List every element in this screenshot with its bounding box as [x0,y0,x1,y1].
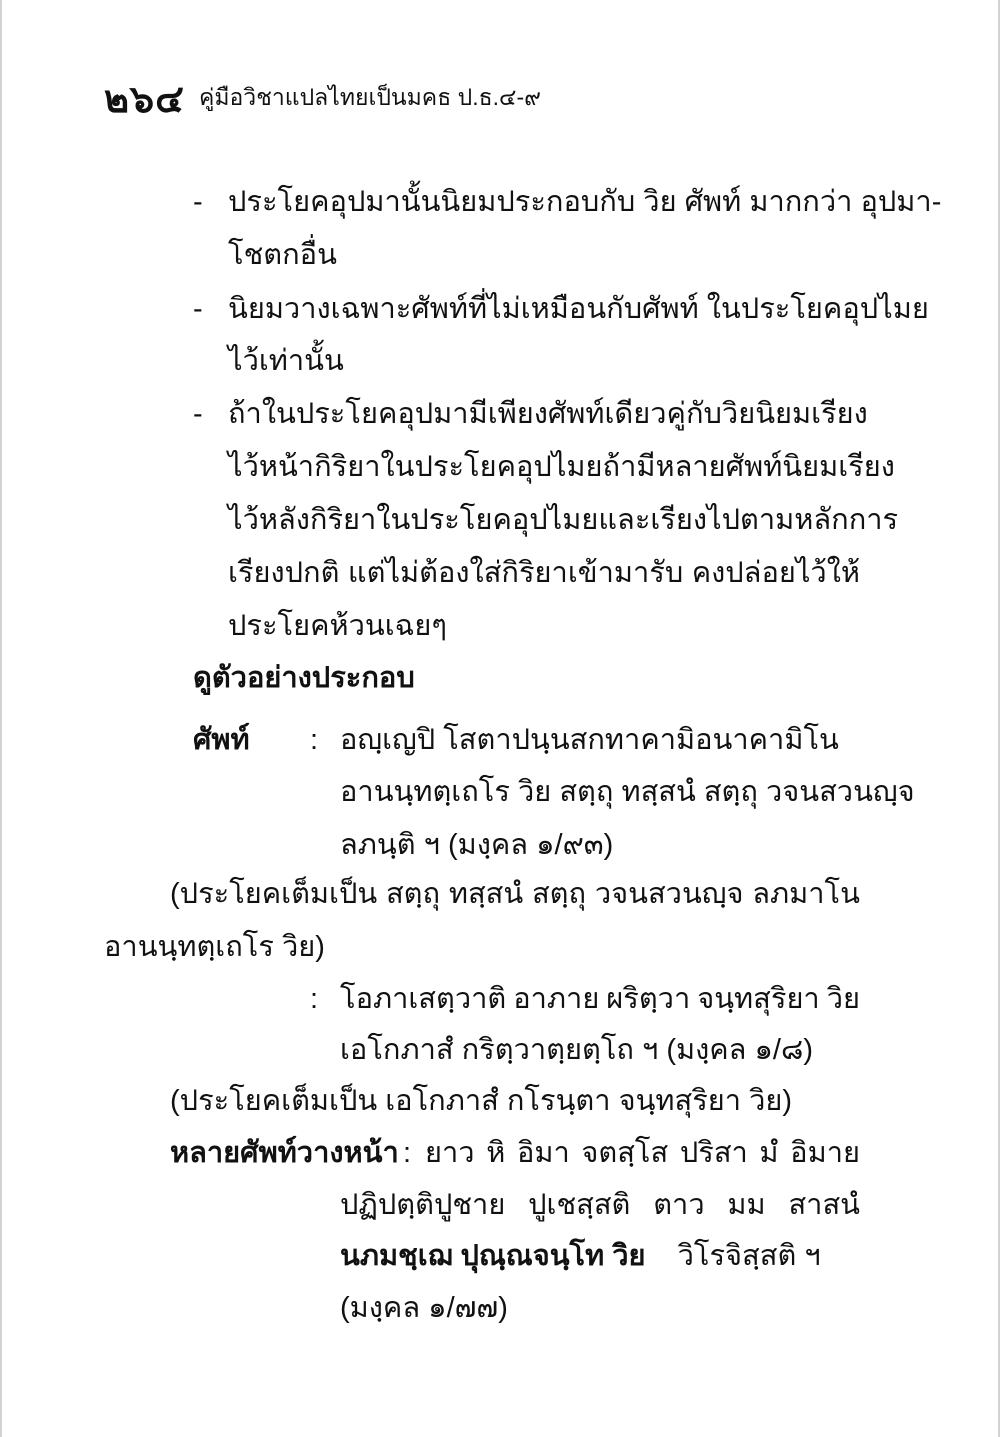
page-edge-left [0,0,2,1437]
example-2-line-1 [340,983,860,1015]
text-segment: สาสนํ [788,1189,860,1221]
bullet-3-line-1 [228,398,868,430]
example-2-colon: : [310,983,319,1015]
example-3-colon: : [403,1137,412,1169]
text-segment: แต่ไม่ต้องใส่กิริยาเข้ามารับ [347,557,684,589]
bullet-dash: - [193,398,203,430]
bullet-3-line-2 [228,451,895,483]
example-heading: ดูตัวอย่างประกอบ [193,662,415,694]
text-segment: นิยมเรียง [755,398,868,430]
text-segment: ผริตฺวา [606,983,691,1015]
bullet-dash: - [193,293,203,325]
bullet-dash: - [193,186,203,218]
text-segment: ยาว [425,1137,475,1169]
bullet-3-line-3 [228,504,899,536]
example-1-label: ศัพท์ [193,724,250,756]
text-segment: คงปล่อยไว้ให้ [691,557,860,589]
book-title: คู่มือวิชาแปลไทยเป็นมคธ ป.ธ.๔-๙ [198,84,541,110]
text-segment: อิมาย [790,1137,860,1169]
text-segment: จนฺทสุริยา [697,983,820,1015]
text-segment: หิ [486,1137,506,1169]
text-segment: วิย [826,983,860,1015]
text-segment: สตฺถุ [531,878,587,910]
text-segment: วจนสวนญฺจ [594,878,744,910]
text-segment: ทสฺสนํ [448,878,524,910]
text-segment: ปฏิปตฺติปูชาย [340,1189,506,1221]
text-segment: อาภาย [513,983,600,1015]
bullet-3-line-5: ประโยคห้วนเฉยๆ [228,610,447,642]
text-segment: และเรียงไปตามหลักการ [598,504,899,536]
text-segment: อิมา [516,1137,570,1169]
bullet-2-line-2: ไว้เท่านั้น [228,345,344,377]
text-segment: ถ้าในประโยคอุปมามีเพียงศัพท์เดียวคู่กับ [228,398,722,430]
text-segment: ลภมาโน [752,878,860,910]
text-segment: มํ [759,1137,779,1169]
example-3-line-3 [340,1240,821,1272]
text-segment: ปูเชสฺสติ [528,1189,631,1221]
text-segment: เรียงปกติ [228,557,340,589]
bullet-2-line-1: นิยมวางเฉพาะศัพท์ที่ไม่เหมือนกับศัพท์ ในประโยคอุปไมย [228,293,929,325]
text-segment: ปริสา [679,1137,748,1169]
example-3-line-2 [340,1189,860,1221]
text-segment: สตฺถุ [385,878,441,910]
example-1-colon: : [310,724,319,756]
page-number: ๒๖๔ [104,78,185,121]
text-segment: ไว้หน้ากิริยาในประโยคอุปไมย [228,451,603,483]
example-3-line-1 [425,1137,860,1169]
bullet-3-line-4 [228,557,860,589]
text-segment: มม [727,1189,766,1221]
bullet-1-line-1: ประโยคอุปมานั้นนิยมประกอบกับ วิย ศัพท์ มากกว่า อุปมา- [228,186,942,218]
example-1-line-2: อานนฺทตฺเถโร วิย สตฺถุ ทสฺสนํ สตฺถุ วจนสวนญฺจ [340,776,915,808]
example-3-line-3-rest: วิโรจิสฺสติ ฯ [677,1240,821,1272]
example-3-line-4: (มงฺคล ๑/๗๗) [340,1292,508,1324]
example-1-line-3: ลภนฺติ ฯ (มงฺคล ๑/๙๓) [340,829,614,861]
text-segment: วิย [721,398,756,430]
text-segment: ตาว [653,1189,705,1221]
example-1-line-1: อญฺเญปิ โสตาปนฺนสกทาคามิอนาคามิโน [340,724,839,756]
page-header [104,76,541,120]
text-segment: โอภาเสตฺวาติ [340,983,507,1015]
text-segment: จตสฺโส [581,1137,669,1169]
example-2-line-2: เอโกภาสํ กริตฺวาตฺยตฺโถ ฯ (มงฺคล ๑/๘) [340,1034,814,1066]
example-1-full-line-2: อานนฺทตฺเถโร วิย) [104,931,325,963]
example-3-label: หลายศัพท์วางหน้า [170,1137,399,1169]
example-2-full: (ประโยคเต็มเป็น เอโกภาสํ กโรนฺตา จนฺทสุริยา วิย) [170,1085,793,1117]
example-3-emphasis: นภมชฺเฌ ปุณฺณจนฺโท วิย [340,1240,646,1272]
text-segment: ถ้ามีหลายศัพท์นิยมเรียง [602,451,895,483]
text-segment: (ประโยคเต็มเป็น [170,878,378,910]
example-1-full-line-1 [170,878,860,910]
bullet-1-line-2: โชตกอื่น [228,239,337,271]
text-segment: ไว้หลังกิริยาในประโยคอุปไมย [228,504,599,536]
